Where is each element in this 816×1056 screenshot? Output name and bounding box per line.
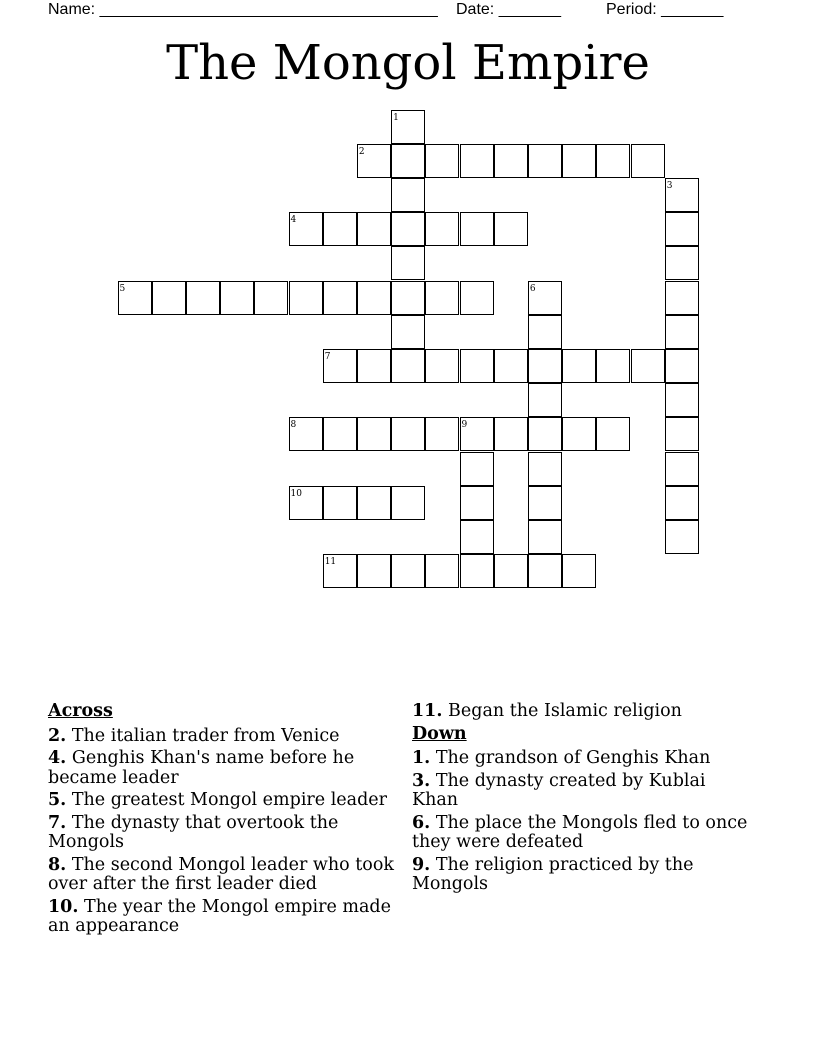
crossword-cell[interactable] <box>391 486 425 520</box>
crossword-cell[interactable] <box>391 144 425 178</box>
crossword-cell[interactable] <box>562 144 596 178</box>
crossword-cell[interactable] <box>596 144 630 178</box>
crossword-cell[interactable] <box>391 349 425 383</box>
clues-column-left <box>48 702 398 940</box>
cell-number: 8 <box>290 420 297 431</box>
cell-number: 11 <box>324 557 337 568</box>
crossword-cell[interactable] <box>665 281 699 315</box>
clue-number: 1. <box>412 748 431 768</box>
crossword-cell[interactable] <box>665 383 699 417</box>
down-clue <box>412 814 752 853</box>
clue-number: 9. <box>412 854 431 875</box>
crossword-cell[interactable] <box>494 554 528 588</box>
page-title: The Mongol Empire <box>166 35 650 91</box>
crossword-cell[interactable] <box>357 486 391 520</box>
crossword-cell[interactable] <box>494 417 528 451</box>
crossword-cell[interactable] <box>528 452 562 486</box>
crossword-cell[interactable] <box>562 554 596 588</box>
crossword-cell[interactable] <box>323 281 357 315</box>
clue-text: The italian trader from Venice <box>71 725 340 746</box>
crossword-cell[interactable] <box>425 349 459 383</box>
crossword-cell[interactable] <box>289 417 323 451</box>
clue-text: The greatest Mongol empire leader <box>71 790 388 810</box>
cell-number: 4 <box>290 215 297 226</box>
crossword-cell[interactable] <box>665 178 699 212</box>
clue-number: 5. <box>48 790 67 810</box>
crossword-cell[interactable] <box>528 315 562 349</box>
crossword-cell[interactable] <box>323 554 357 588</box>
crossword-cell[interactable] <box>562 349 596 383</box>
cell-number: 6 <box>529 283 536 294</box>
cell-number: 1 <box>393 112 399 123</box>
clue-text: The place the Mongols fled to once they were defeated <box>412 812 748 852</box>
crossword-cell[interactable] <box>460 452 494 486</box>
clue-text: Began the Islamic religion <box>448 701 682 721</box>
across-clue <box>48 898 398 937</box>
crossword-cell[interactable] <box>357 281 391 315</box>
clue-text: The grandson of Genghis Khan <box>435 748 711 768</box>
clue-number: 11. <box>412 701 443 721</box>
crossword-cell[interactable] <box>254 281 288 315</box>
crossword-cell[interactable] <box>425 417 459 451</box>
across-clue <box>412 702 752 722</box>
crossword-cell[interactable] <box>323 212 357 246</box>
cell-number: 10 <box>290 488 302 499</box>
crossword-cell[interactable] <box>460 417 494 451</box>
crossword-cell[interactable] <box>528 383 562 417</box>
crossword-cell[interactable] <box>528 281 562 315</box>
crossword-cell[interactable] <box>357 144 391 178</box>
crossword-cell[interactable] <box>631 144 665 178</box>
crossword-cell[interactable] <box>460 144 494 178</box>
crossword-cell[interactable] <box>425 212 459 246</box>
crossword-cell[interactable] <box>665 212 699 246</box>
crossword-cell[interactable] <box>391 246 425 280</box>
down-clue <box>412 772 752 811</box>
crossword-cell[interactable] <box>323 486 357 520</box>
crossword-cell[interactable] <box>494 144 528 178</box>
crossword-cell[interactable] <box>118 281 152 315</box>
cell-number: 3 <box>666 180 673 191</box>
down-clue <box>412 856 752 895</box>
clue-number: 10. <box>48 896 79 917</box>
crossword-cell[interactable] <box>494 349 528 383</box>
crossword-cell[interactable] <box>596 417 630 451</box>
crossword-cell[interactable] <box>596 349 630 383</box>
clue-number: 8. <box>48 854 67 875</box>
crossword-cell[interactable] <box>460 212 494 246</box>
crossword-cell[interactable] <box>665 452 699 486</box>
crossword-cell[interactable] <box>665 417 699 451</box>
across-clue <box>48 856 398 895</box>
crossword-cell[interactable] <box>152 281 186 315</box>
crossword-cell[interactable] <box>323 349 357 383</box>
across-heading: Across <box>48 701 113 721</box>
crossword-cell[interactable] <box>528 554 562 588</box>
name-field[interactable]: Name: ______________________________________ <box>48 1 438 18</box>
crossword-cell[interactable] <box>357 212 391 246</box>
crossword-cell[interactable] <box>391 315 425 349</box>
crossword-cell[interactable] <box>494 212 528 246</box>
crossword-cell[interactable] <box>460 520 494 554</box>
clue-number: 6. <box>412 812 431 833</box>
crossword-cell[interactable] <box>665 246 699 280</box>
date-field[interactable]: Date: _______ <box>456 1 561 18</box>
across-clue <box>48 791 398 811</box>
crossword-cell[interactable] <box>425 144 459 178</box>
across-clue <box>48 727 398 747</box>
crossword-cell[interactable] <box>391 110 425 144</box>
crossword-cell[interactable] <box>391 212 425 246</box>
cell-number: 5 <box>119 283 126 294</box>
crossword-cell[interactable] <box>323 417 357 451</box>
crossword-cell[interactable] <box>425 281 459 315</box>
crossword-cell[interactable] <box>460 554 494 588</box>
cell-number: 7 <box>324 351 331 362</box>
crossword-cell[interactable] <box>665 349 699 383</box>
crossword-cell[interactable] <box>391 417 425 451</box>
cell-number: 2 <box>358 146 365 157</box>
crossword-cell[interactable] <box>665 520 699 554</box>
crossword-cell[interactable] <box>460 281 494 315</box>
crossword-cell[interactable] <box>357 554 391 588</box>
crossword-cell[interactable] <box>460 349 494 383</box>
clue-text: The dynasty that overtook the Mongols <box>48 812 339 852</box>
down-clue <box>412 749 752 769</box>
crossword-cell[interactable] <box>391 281 425 315</box>
crossword-cell[interactable] <box>528 520 562 554</box>
clue-text: The year the Mongol empire made an appearance <box>48 896 391 936</box>
clue-number: 3. <box>412 770 431 791</box>
crossword-cell[interactable] <box>528 486 562 520</box>
across-clue <box>48 749 398 788</box>
crossword-cell[interactable] <box>528 417 562 451</box>
clue-text: The religion practiced by the Mongols <box>412 854 694 894</box>
period-field[interactable]: Period: _______ <box>606 1 724 18</box>
crossword-cell[interactable] <box>460 486 494 520</box>
crossword-cell[interactable] <box>631 349 665 383</box>
crossword-cell[interactable] <box>665 315 699 349</box>
crossword-cell[interactable] <box>528 349 562 383</box>
across-clue <box>48 814 398 853</box>
crossword-cell[interactable] <box>391 554 425 588</box>
clue-number: 2. <box>48 725 67 746</box>
crossword-cell[interactable] <box>289 281 323 315</box>
crossword-cell[interactable] <box>425 554 459 588</box>
crossword-cell[interactable] <box>220 281 254 315</box>
crossword-cell[interactable] <box>357 417 391 451</box>
crossword-cell[interactable] <box>186 281 220 315</box>
clue-text: The dynasty created by Kublai Khan <box>412 770 706 810</box>
clue-number: 4. <box>48 748 67 768</box>
crossword-cell[interactable] <box>391 178 425 212</box>
crossword-cell[interactable] <box>289 212 323 246</box>
crossword-cell[interactable] <box>289 486 323 520</box>
crossword-cell[interactable] <box>528 144 562 178</box>
down-heading: Down <box>412 723 467 744</box>
clue-text: The second Mongol leader who took over after the first leader died <box>48 854 394 894</box>
cell-number: 9 <box>461 420 468 431</box>
crossword-cell[interactable] <box>665 486 699 520</box>
clue-text: Genghis Khan's name before he became leader <box>48 748 355 788</box>
crossword-cell[interactable] <box>357 349 391 383</box>
clues-column-right <box>412 702 752 898</box>
crossword-cell[interactable] <box>562 417 596 451</box>
clue-number: 7. <box>48 812 67 833</box>
